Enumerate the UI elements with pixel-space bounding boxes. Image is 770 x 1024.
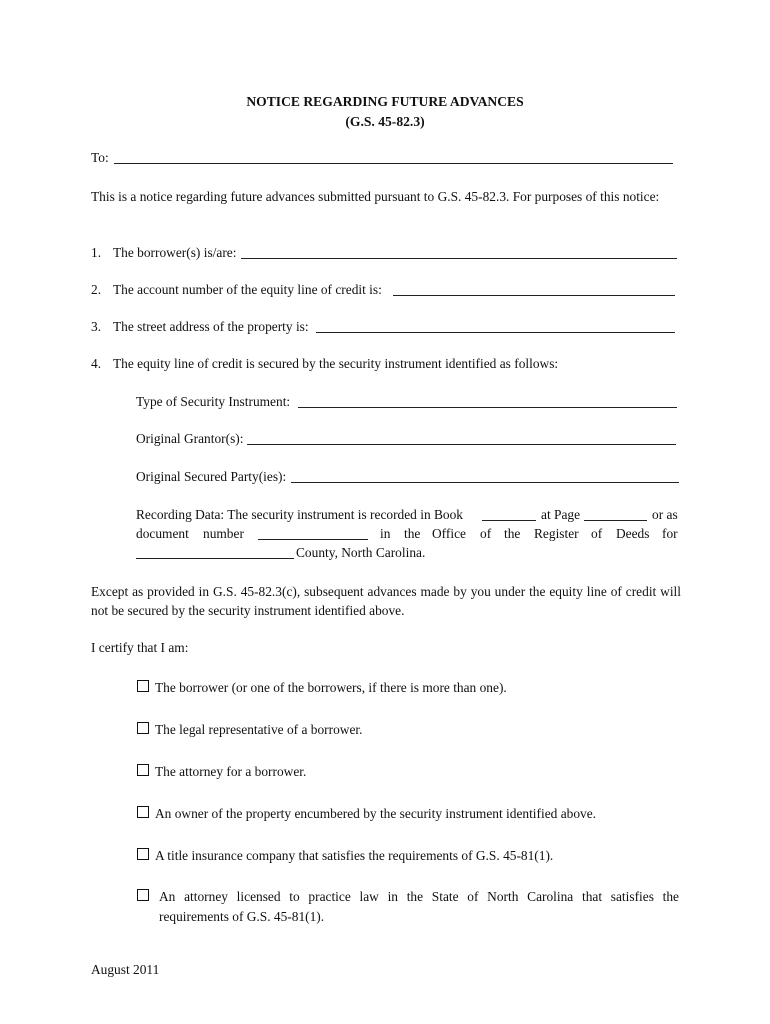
option-legal-rep-label: The legal representative of a borrower. (155, 722, 363, 737)
footer-date: August 2011 (91, 962, 160, 977)
option-legal-rep-checkbox[interactable] (137, 722, 149, 734)
recording-data-text: Recording Data: The security instrument is recorded in Book (136, 507, 463, 522)
word-of-1: of (480, 526, 492, 541)
statute-reference: (G.S. 45-82.3) (345, 114, 425, 129)
or-as-text: or as (652, 507, 678, 522)
option-title-insurance-checkbox[interactable] (137, 848, 149, 860)
word-office: Office (432, 526, 466, 541)
word-register: Register (534, 526, 579, 541)
original-grantor-field-line[interactable] (247, 444, 676, 445)
borrowers-field-line[interactable] (241, 258, 677, 259)
item-2-label: The account number of the equity line of credit is: (113, 282, 382, 297)
original-grantor-label: Original Grantor(s): (136, 431, 244, 446)
option-owner-label: An owner of the property encumbered by the security instrument identified above. (155, 806, 597, 821)
to-label: To: (91, 150, 109, 165)
number-word: number (203, 526, 244, 541)
to-field-line[interactable] (114, 163, 673, 164)
word-of-2: of (591, 526, 603, 541)
county-field-line[interactable] (136, 558, 294, 559)
item-3-label: The street address of the property is: (113, 319, 309, 334)
street-address-field-line[interactable] (316, 332, 675, 333)
item-4-label: The equity line of credit is secured by the security instrument identified as follows: (113, 356, 559, 371)
option-borrower-label: The borrower (or one of the borrowers, if there is more than one). (155, 680, 507, 695)
page-field-line[interactable] (584, 520, 647, 521)
item-3-number: 3. (91, 319, 102, 334)
option-attorney-checkbox[interactable] (137, 764, 149, 776)
option-owner-checkbox[interactable] (137, 806, 149, 818)
word-deeds: Deeds (616, 526, 650, 541)
document-number-field-line[interactable] (258, 539, 368, 540)
word-in: in (380, 526, 391, 541)
word-the-1: the (404, 526, 421, 541)
option-attorney-label: The attorney for a borrower. (155, 764, 307, 779)
item-4-number: 4. (91, 356, 102, 371)
option-borrower-checkbox[interactable] (137, 680, 149, 692)
option-title-insurance-label: A title insurance company that satisfies the requirements of G.S. 45-81(1). (155, 848, 554, 863)
security-type-field-line[interactable] (298, 407, 677, 408)
county-label: County, North Carolina. (296, 545, 426, 560)
document-title: NOTICE REGARDING FUTURE ADVANCES (246, 94, 524, 109)
intro-paragraph: This is a notice regarding future advances submitted pursuant to G.S. 45-82.3. For purposes of this notice: (91, 189, 660, 204)
item-1-number: 1. (91, 245, 102, 260)
option-nc-attorney-checkbox[interactable] (137, 889, 149, 901)
option-nc-attorney-label-cont: requirements of G.S. 45-81(1). (159, 909, 325, 924)
option-nc-attorney-label: An attorney licensed to practice law in the State of North Carolina that satisfies the (159, 889, 679, 904)
item-2-number: 2. (91, 282, 102, 297)
secured-party-label: Original Secured Party(ies): (136, 469, 287, 484)
secured-party-field-line[interactable] (291, 482, 679, 483)
document-word: document (136, 526, 189, 541)
item-1-label: The borrower(s) is/are: (113, 245, 237, 260)
security-type-label: Type of Security Instrument: (136, 394, 291, 409)
word-for: for (662, 526, 678, 541)
except-paragraph: Except as provided in G.S. 45-82.3(c), subsequent advances made by you under the equity line of credit will not be secured by the security instrument identified above. (91, 584, 681, 618)
book-field-line[interactable] (482, 520, 536, 521)
word-the-2: the (504, 526, 521, 541)
account-number-field-line[interactable] (393, 295, 675, 296)
at-page-text: at Page (541, 507, 581, 522)
certify-label: I certify that I am: (91, 640, 189, 655)
